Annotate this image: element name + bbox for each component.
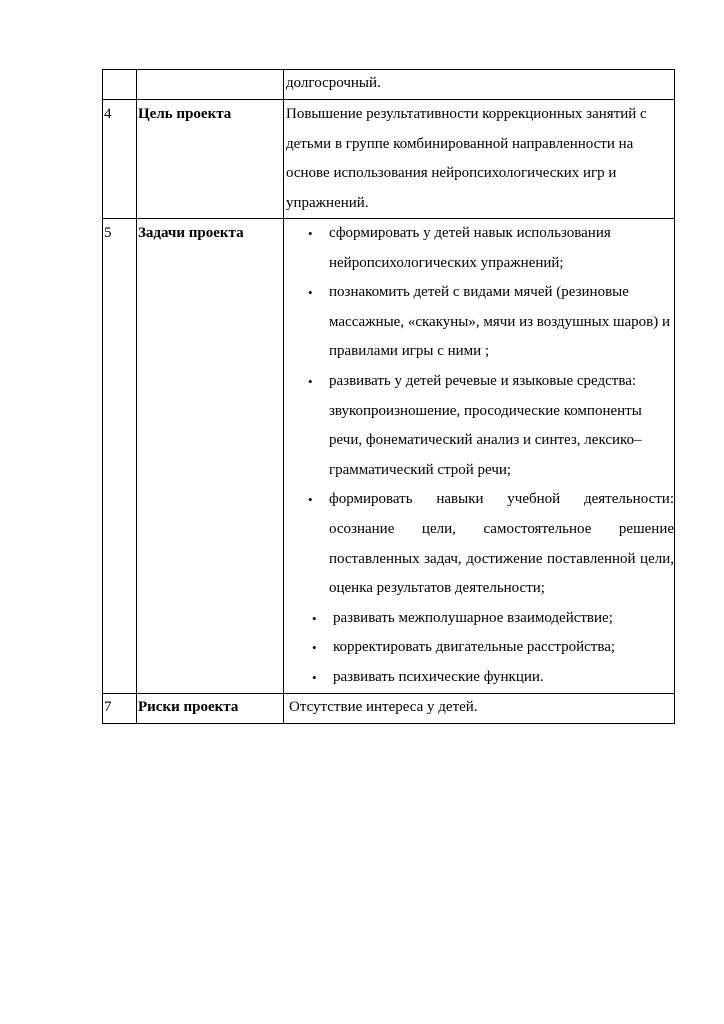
row-number: 5 (103, 219, 137, 694)
table-row (103, 70, 675, 100)
task-text: развивать межполушарное взаимодействие; (333, 609, 613, 626)
tasks-value (284, 219, 675, 694)
task-text: развивать у детей речевые и языковые средства: звукопроизношение, просодические компоненты речи, фонематический анализ и синтез, лексико–грамматический строй речи; (329, 372, 642, 478)
bullet-icon: • (308, 373, 313, 389)
tasks-list (286, 219, 674, 693)
row-number: 4 (103, 100, 137, 219)
task-text: развивать психические функции. (333, 668, 544, 685)
bullet-icon: • (312, 640, 317, 656)
bullet-icon: • (308, 285, 313, 301)
list-item (286, 485, 674, 603)
bullet-icon: • (312, 669, 317, 685)
task-text: формировать навыки учебной деятельности: осознание цели, самостоятельное решение поставленных задач, достижение поставленной цели, оценка результатов деятельности; (329, 491, 674, 597)
list-item (286, 633, 674, 663)
task-text: познакомить детей с видами мячей (резиновые массажные, «скакуны», мячи из воздушных шаров) и правилами игры с ними ; (329, 284, 671, 360)
project-duration-value: долгосрочный. (284, 70, 675, 100)
table-row (103, 100, 675, 219)
bullet-icon: • (312, 610, 317, 626)
list-item (286, 663, 674, 693)
table-row (103, 693, 675, 723)
bullet-icon: • (308, 492, 313, 508)
risks-value: Отсутствие интереса у детей. (284, 693, 675, 723)
risks-label: Риски проекта (137, 693, 284, 723)
list-item (286, 278, 674, 367)
task-text: корректировать двигательные расстройства; (333, 639, 616, 656)
bullet-icon: • (308, 226, 313, 241)
row-label (137, 70, 284, 100)
task-text: сформировать у детей навык использования нейропсихологических упражнений; (329, 225, 611, 271)
project-table (102, 69, 675, 724)
list-item (286, 604, 674, 634)
table-row (103, 219, 675, 694)
goal-value: Повышение результативности коррекционных занятий с детьми в группе комбинированной направленности на основе использования нейропсихологических игр и упражнений. (284, 100, 675, 219)
list-item (286, 367, 674, 485)
tasks-label: Задачи проекта (137, 219, 284, 694)
row-number: 7 (103, 693, 137, 723)
row-number (103, 70, 137, 100)
goal-label: Цель проекта (137, 100, 284, 219)
list-item (286, 219, 674, 278)
